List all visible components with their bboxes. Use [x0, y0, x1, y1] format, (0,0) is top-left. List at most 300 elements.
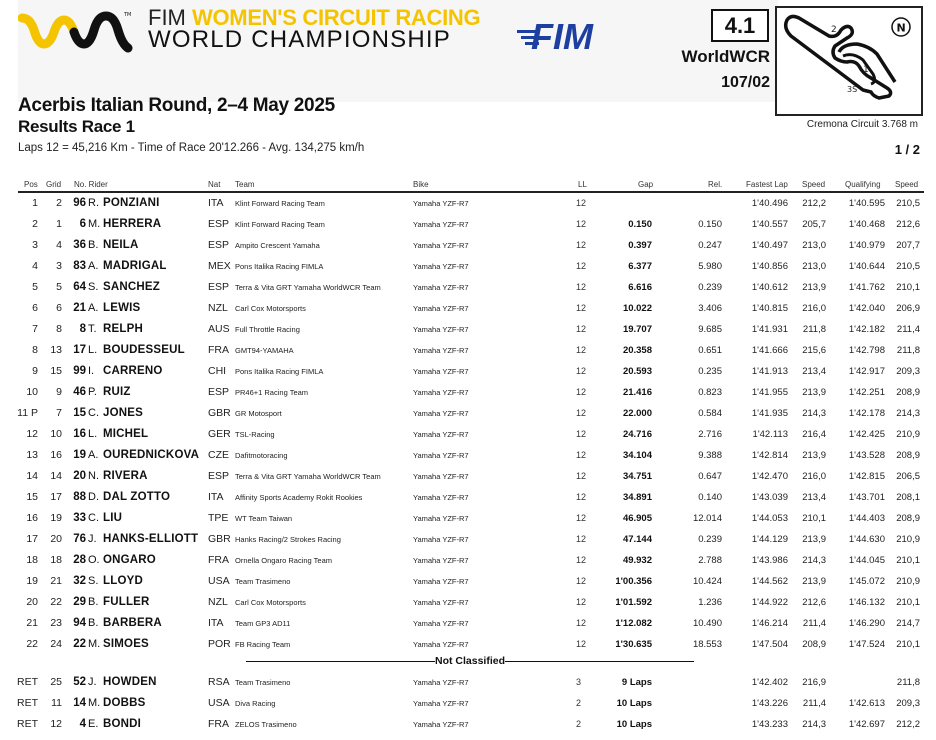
- gap: 9 Laps: [621, 677, 652, 688]
- header-grid: Grid: [46, 180, 62, 189]
- header-rel: Rel.: [708, 180, 723, 189]
- laps-led: 12: [576, 387, 587, 397]
- relative-gap: 3.406: [698, 303, 722, 314]
- nationality: GBR: [208, 533, 231, 545]
- position: RET: [17, 718, 38, 730]
- nationality: GER: [208, 428, 231, 440]
- gap: 47.144: [622, 534, 652, 545]
- rider-number: 8: [79, 323, 86, 335]
- rider-number: 15: [73, 407, 86, 419]
- laps-led: 12: [576, 492, 587, 502]
- grid-position: 19: [50, 512, 62, 524]
- rider-initial: I.: [88, 365, 95, 377]
- fastest-lap-speed: 216,0: [802, 303, 826, 314]
- fastest-lap-speed: 213,9: [802, 534, 826, 545]
- relative-gap: 0.584: [698, 408, 722, 419]
- laps-led: 2: [576, 698, 582, 708]
- fastest-lap: 1'44.129: [751, 534, 788, 545]
- nationality: ESP: [208, 218, 230, 230]
- nationality: NZL: [208, 302, 228, 314]
- qualifying-time: 1'42.815: [848, 471, 885, 482]
- laps-led: 12: [576, 597, 587, 607]
- qualifying-time: 1'41.762: [848, 282, 885, 293]
- fastest-lap-speed: 211,8: [802, 324, 826, 335]
- relative-gap: 0.247: [698, 240, 722, 251]
- position: 4: [32, 260, 38, 272]
- gap: 1'00.356: [615, 576, 652, 587]
- fastest-lap: 1'40.497: [751, 240, 788, 251]
- rider-number: 20: [73, 470, 86, 482]
- rider-surname: RELPH: [103, 323, 143, 335]
- grid-position: 17: [50, 491, 62, 503]
- fastest-lap: 1'41.955: [751, 387, 788, 398]
- header-bike: Bike: [413, 180, 429, 189]
- relative-gap: 0.235: [698, 366, 722, 377]
- relative-gap: 0.651: [698, 345, 722, 356]
- position: 10: [26, 386, 38, 398]
- laps-led: 12: [576, 198, 587, 208]
- team-name: GMT94-YAMAHA: [235, 346, 294, 355]
- series-name: WorldWCR: [681, 47, 770, 66]
- nationality: USA: [208, 575, 230, 587]
- qualifying-time: [836, 672, 885, 693]
- rider-initial: B.: [88, 596, 99, 608]
- qualifying-speed: 211,4: [896, 324, 920, 335]
- qualifying-time: 1'47.524: [848, 639, 885, 650]
- fastest-lap: 1'43.226: [751, 698, 788, 709]
- relative-gap: 0.647: [698, 471, 722, 482]
- header-fastest-lap: Fastest Lap: [746, 180, 788, 189]
- qualifying-speed: 206,9: [896, 303, 920, 314]
- bike-model: Yamaha YZF-R7: [413, 304, 469, 313]
- team-name: PR46+1 Racing Team: [235, 388, 309, 397]
- brand-prefix: FIM: [148, 5, 186, 30]
- fastest-lap-speed: 213,9: [802, 282, 826, 293]
- qualifying-time: 1'40.468: [848, 219, 885, 230]
- race-title: Results Race 1: [18, 117, 135, 136]
- gap: 34.891: [622, 492, 652, 503]
- event-title: Acerbis Italian Round, 2–4 May 2025: [18, 95, 335, 116]
- qualifying-time: 1'42.917: [848, 366, 885, 377]
- laps-led: 12: [576, 534, 587, 544]
- gap: 6.377: [628, 261, 652, 272]
- document-code: 107/02: [721, 74, 770, 91]
- rider-surname: FULLER: [103, 596, 150, 608]
- rider-number: 99: [73, 365, 86, 377]
- position: 9: [32, 365, 38, 377]
- rider-surname: OUREDNICKOVA: [103, 449, 200, 461]
- fastest-lap-speed: 213,9: [802, 387, 826, 398]
- position: 12: [26, 428, 38, 440]
- bike-model: Yamaha YZF-R7: [413, 619, 469, 628]
- rider-surname: DOBBS: [103, 697, 146, 709]
- rider-initial: C.: [88, 407, 99, 419]
- rider-surname: MADRIGAL: [103, 260, 167, 272]
- rider-number: 29: [73, 596, 86, 608]
- fastest-lap: 1'40.496: [751, 198, 788, 209]
- qualifying-speed: 214,7: [896, 618, 920, 629]
- relative-gap: 0.239: [698, 282, 722, 293]
- rider-number: 83: [73, 260, 86, 272]
- nationality: ESP: [208, 239, 230, 251]
- relative-gap: 0.823: [698, 387, 722, 398]
- fastest-lap: 1'41.913: [751, 366, 788, 377]
- nationality: CZE: [208, 449, 229, 461]
- team-name: Ampito Crescent Yamaha: [235, 241, 320, 250]
- nationality: CHI: [208, 365, 227, 377]
- qualifying-speed: 208,1: [896, 492, 920, 503]
- rider-initial: S.: [88, 575, 99, 587]
- bike-model: Yamaha YZF-R7: [413, 598, 469, 607]
- svg-text:FIM: FIM: [531, 16, 593, 52]
- relative-gap: [680, 193, 722, 214]
- fastest-lap-speed: 214,3: [802, 408, 826, 419]
- rider-number: 88: [73, 491, 86, 503]
- gap: 49.932: [622, 555, 652, 566]
- team-name: Terra & Vita GRT Yamaha WorldWCR Team: [235, 283, 381, 292]
- nationality: RSA: [208, 676, 230, 688]
- bike-model: Yamaha YZF-R7: [413, 451, 469, 460]
- nationality: MEX: [208, 260, 231, 272]
- rider-surname: BONDI: [103, 718, 142, 730]
- table-row: [0, 672, 936, 693]
- fastest-lap: 1'43.233: [751, 719, 788, 730]
- team-name: Team Trasimeno: [235, 577, 291, 586]
- rider-number: 36: [73, 239, 86, 251]
- nationality: FRA: [208, 344, 229, 356]
- position: 6: [32, 302, 38, 314]
- relative-gap: 2.788: [698, 555, 722, 566]
- grid-position: 20: [50, 533, 62, 545]
- track-map: [775, 6, 923, 116]
- nationality: ITA: [208, 617, 224, 629]
- qualifying-speed: 206,5: [896, 471, 920, 482]
- bike-model: Yamaha YZF-R7: [413, 346, 469, 355]
- rider-number: 32: [73, 575, 86, 587]
- table-row: [0, 592, 936, 613]
- position: 21: [26, 617, 38, 629]
- fastest-lap-speed: 205,7: [802, 219, 826, 230]
- nationality: GBR: [208, 407, 231, 419]
- svg-text:3S: 3S: [847, 85, 858, 94]
- position: 20: [26, 596, 38, 608]
- team-name: GR Motosport: [235, 409, 282, 418]
- position: 22: [26, 638, 38, 650]
- position: RET: [17, 697, 38, 709]
- nationality: ESP: [208, 470, 230, 482]
- rider-initial: J.: [88, 533, 97, 545]
- gap: 10.022: [622, 303, 652, 314]
- rider-number: 17: [73, 344, 86, 356]
- grid-position: 15: [50, 365, 62, 377]
- table-row: [0, 693, 936, 714]
- rider-surname: CARRENO: [103, 365, 163, 377]
- table-row: [0, 487, 936, 508]
- table-row: [0, 340, 936, 361]
- rider-initial: A.: [88, 260, 99, 272]
- rider-number: 46: [73, 386, 86, 398]
- header-team: Team: [235, 180, 255, 189]
- table-row: [0, 613, 936, 634]
- qualifying-speed: 209,3: [896, 698, 920, 709]
- rider-initial: D.: [88, 491, 99, 503]
- rider-number: 14: [73, 697, 86, 709]
- grid-position: 10: [50, 428, 62, 440]
- bike-model: Yamaha YZF-R7: [413, 430, 469, 439]
- qualifying-speed: 211,8: [896, 677, 920, 688]
- gap: 20.593: [622, 366, 652, 377]
- circuit-layout-icon: [777, 8, 921, 114]
- bike-model: Yamaha YZF-R7: [413, 514, 469, 523]
- team-name: Hanks Racing/2 Strokes Racing: [235, 535, 341, 544]
- bike-model: Yamaha YZF-R7: [413, 325, 469, 334]
- laps-led: 12: [576, 261, 587, 271]
- qualifying-time: 1'45.072: [848, 576, 885, 587]
- header-speed: Speed: [802, 180, 826, 189]
- fastest-lap: 1'46.214: [751, 618, 788, 629]
- table-row: [0, 466, 936, 487]
- laps-led: 12: [576, 576, 587, 586]
- fastest-lap-speed: 216,9: [802, 677, 826, 688]
- position: RET: [17, 676, 38, 688]
- rider-number: 52: [73, 676, 86, 688]
- rider-surname: JONES: [103, 407, 143, 419]
- fastest-lap: 1'41.666: [751, 345, 788, 356]
- grid-position: 3: [56, 260, 62, 272]
- position: 3: [32, 239, 38, 251]
- qualifying-time: 1'40.595: [848, 198, 885, 209]
- team-name: Klint Forward Racing Team: [235, 199, 325, 208]
- rider-initial: M.: [88, 638, 101, 650]
- relative-gap: 5.980: [698, 261, 722, 272]
- gap: 1'01.592: [615, 597, 652, 608]
- grid-position: 1: [56, 218, 62, 230]
- position: 5: [32, 281, 38, 293]
- bike-model: Yamaha YZF-R7: [413, 388, 469, 397]
- relative-gap: 18.553: [692, 639, 722, 650]
- fastest-lap-speed: 213,4: [802, 366, 826, 377]
- team-name: Team Trasimeno: [235, 678, 291, 687]
- position: 1: [32, 197, 38, 209]
- qualifying-time: 1'42.697: [848, 719, 885, 730]
- nationality: ESP: [208, 386, 230, 398]
- qualifying-speed: 212,2: [896, 719, 920, 730]
- qualifying-time: 1'46.132: [848, 597, 885, 608]
- fastest-lap-speed: 213,9: [802, 576, 826, 587]
- team-name: FB Racing Team: [235, 640, 291, 649]
- grid-position: 2: [56, 197, 62, 209]
- grid-position: 8: [56, 323, 62, 335]
- fastest-lap: 1'44.053: [751, 513, 788, 524]
- rider-surname: LLOYD: [103, 575, 143, 587]
- nationality: ITA: [208, 491, 224, 503]
- qualifying-time: 1'44.403: [848, 513, 885, 524]
- laps-led: 12: [576, 219, 587, 229]
- svg-text:TM: TM: [124, 12, 132, 18]
- rider-initial: A.: [88, 302, 99, 314]
- gap: 1'30.635: [615, 639, 652, 650]
- team-name: TSL-Racing: [235, 430, 275, 439]
- relative-gap: [680, 672, 722, 693]
- qualifying-speed: 212,6: [896, 219, 920, 230]
- position: 14: [26, 470, 38, 482]
- bike-model: Yamaha YZF-R7: [413, 556, 469, 565]
- north-icon: N: [896, 21, 906, 35]
- bike-model: Yamaha YZF-R7: [413, 283, 469, 292]
- fastest-lap: 1'41.931: [751, 324, 788, 335]
- gap: 24.716: [622, 429, 652, 440]
- rider-initial: C.: [88, 512, 99, 524]
- gap: 10 Laps: [616, 719, 652, 730]
- fastest-lap: 1'40.856: [751, 261, 788, 272]
- gap: [590, 193, 652, 214]
- fastest-lap: 1'43.986: [751, 555, 788, 566]
- qualifying-time: 1'43.528: [848, 450, 885, 461]
- bike-model: Yamaha YZF-R7: [413, 241, 469, 250]
- nationality: FRA: [208, 718, 229, 730]
- bike-model: Yamaha YZF-R7: [413, 640, 469, 649]
- page-number: 1 / 2: [894, 142, 920, 157]
- header-ll: LL: [578, 180, 587, 189]
- laps-led: 12: [576, 345, 587, 355]
- rider-surname: SANCHEZ: [103, 281, 160, 293]
- relative-gap: 1.236: [698, 597, 722, 608]
- table-row: [0, 445, 936, 466]
- qualifying-speed: 210,1: [896, 282, 920, 293]
- rider-number: 22: [73, 638, 86, 650]
- fastest-lap-speed: 214,3: [802, 719, 826, 730]
- qualifying-time: 1'42.178: [848, 408, 885, 419]
- laps-led: 12: [576, 618, 587, 628]
- nationality: TPE: [208, 512, 229, 524]
- qualifying-speed: 214,3: [896, 408, 920, 419]
- team-name: Ornella Ongaro Racing Team: [235, 556, 332, 565]
- team-name: Team GP3 AD11: [235, 619, 291, 628]
- rider-initial: A.: [88, 449, 99, 461]
- qualifying-speed: 208,9: [896, 450, 920, 461]
- grid-position: 11: [51, 697, 62, 709]
- rider-surname: NEILA: [103, 239, 139, 251]
- rider-initial: M.: [88, 218, 101, 230]
- relative-gap: 10.424: [692, 576, 722, 587]
- rider-initial: L.: [88, 344, 98, 356]
- qualifying-time: 1'42.425: [848, 429, 885, 440]
- rider-initial: E.: [88, 718, 99, 730]
- laps-led: 12: [576, 408, 587, 418]
- race-number-badge: 4.1: [711, 9, 769, 42]
- fastest-lap: 1'44.562: [751, 576, 788, 587]
- qualifying-time: 1'42.613: [848, 698, 885, 709]
- gap: 19.707: [622, 324, 652, 335]
- fastest-lap: 1'40.612: [751, 282, 788, 293]
- laps-led: 12: [576, 429, 587, 439]
- qualifying-speed: 208,9: [896, 513, 920, 524]
- qualifying-time: 1'40.979: [848, 240, 885, 251]
- qualifying-speed: 211,8: [896, 345, 920, 356]
- fastest-lap-speed: 215,6: [802, 345, 826, 356]
- fastest-lap: 1'43.039: [751, 492, 788, 503]
- rider-number: 28: [73, 554, 86, 566]
- rider-number: 21: [73, 302, 86, 314]
- rider-initial: L.: [88, 428, 98, 440]
- relative-gap: 0.239: [698, 534, 722, 545]
- position: 8: [32, 344, 38, 356]
- rider-number: 94: [73, 617, 86, 629]
- table-row: [0, 424, 936, 445]
- nationality: POR: [208, 638, 231, 650]
- laps-led: 2: [576, 719, 582, 729]
- laps-led: 12: [576, 450, 587, 460]
- rider-initial: N.: [88, 470, 99, 482]
- gap: 10 Laps: [616, 698, 652, 709]
- laps-led: 12: [576, 513, 587, 523]
- table-row: [0, 298, 936, 319]
- table-row: [0, 714, 936, 735]
- qualifying-speed: 207,7: [896, 240, 920, 251]
- rider-number: 4: [79, 718, 86, 730]
- fastest-lap-speed: 214,3: [802, 555, 826, 566]
- bike-model: Yamaha YZF-R7: [413, 493, 469, 502]
- brand-highlight: WOMEN'S CIRCUIT RACING: [192, 5, 481, 30]
- bike-model: Yamaha YZF-R7: [413, 472, 469, 481]
- qualifying-speed: 210,9: [896, 429, 920, 440]
- position: 16: [26, 512, 38, 524]
- rider-initial: S.: [88, 281, 99, 293]
- nationality: FRA: [208, 554, 229, 566]
- table-row: [0, 235, 936, 256]
- fastest-lap: 1'42.814: [751, 450, 788, 461]
- relative-gap: 2.716: [698, 429, 722, 440]
- fastest-lap-speed: 216,4: [802, 429, 826, 440]
- table-row: [0, 277, 936, 298]
- grid-position: 21: [50, 575, 62, 587]
- team-name: Carl Cox Motorsports: [235, 304, 306, 313]
- brand-line2: WORLD CHAMPIONSHIP: [148, 26, 451, 53]
- header-gap: Gap: [638, 180, 654, 189]
- table-row: [0, 214, 936, 235]
- position: 2: [32, 218, 38, 230]
- bike-model: Yamaha YZF-R7: [413, 367, 469, 376]
- position: 18: [26, 554, 38, 566]
- team-name: ZELOS Trasimeno: [235, 720, 297, 729]
- rider-number: 6: [79, 218, 86, 230]
- fastest-lap: 1'42.113: [752, 429, 788, 440]
- nationality: ITA: [208, 197, 224, 209]
- championship-title: [148, 7, 480, 51]
- table-row: [0, 508, 936, 529]
- team-name: Pons Italika Racing FIMLA: [235, 367, 324, 376]
- fastest-lap: 1'40.557: [751, 219, 788, 230]
- grid-position: 4: [56, 239, 62, 251]
- fastest-lap-speed: 212,6: [802, 597, 826, 608]
- table-row: [0, 571, 936, 592]
- nationality: ESP: [208, 281, 230, 293]
- grid-position: 12: [50, 718, 62, 730]
- qualifying-speed: 210,9: [896, 534, 920, 545]
- qualifying-speed: 210,5: [896, 261, 920, 272]
- rider-surname: PONZIANI: [103, 197, 160, 209]
- qualifying-speed: 208,9: [896, 387, 920, 398]
- bike-model: Yamaha YZF-R7: [413, 720, 469, 729]
- laps-led: 12: [576, 240, 587, 250]
- rider-surname: LEWIS: [103, 302, 141, 314]
- qualifying-time: 1'44.045: [848, 555, 885, 566]
- nationality: AUS: [208, 323, 230, 335]
- qualifying-speed: 209,3: [896, 366, 920, 377]
- race-info: Laps 12 = 45,216 Km - Time of Race 20'12.266 - Avg. 134,275 km/h: [18, 142, 365, 154]
- team-name: Dafitmotoracing: [235, 451, 288, 460]
- grid-position: 9: [56, 386, 62, 398]
